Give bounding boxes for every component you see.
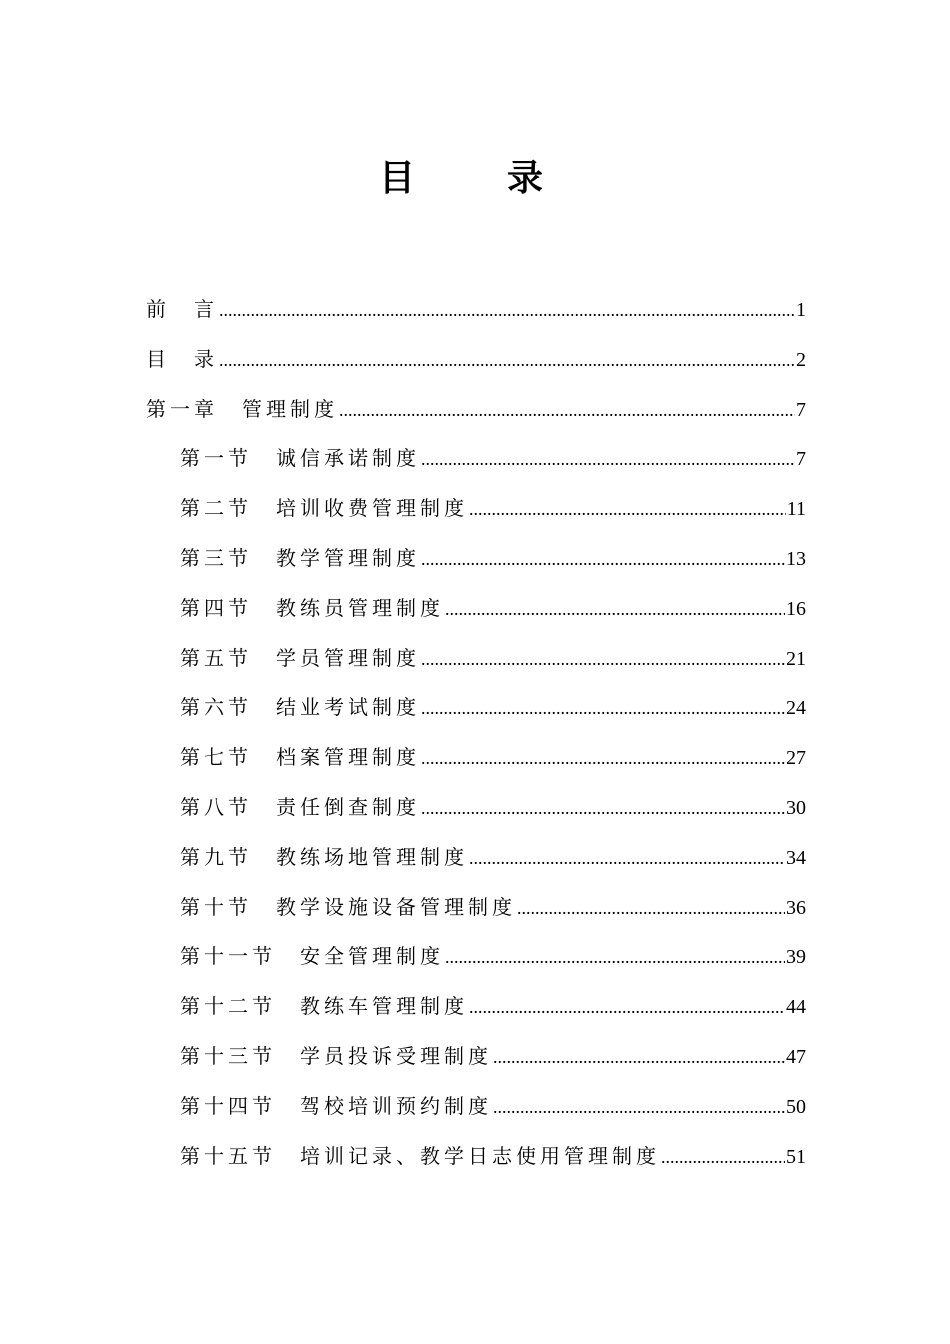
toc-page-number: 50 (786, 1095, 806, 1118)
toc-leader-dots (469, 838, 785, 878)
page-title: 目 录 (378, 158, 571, 199)
toc-leader-dots (421, 539, 785, 579)
toc-page-number: 27 (786, 747, 806, 770)
toc-page-number: 47 (786, 1045, 806, 1068)
toc-entry-label: 第十四节 驾校培训预约制度 (180, 1093, 492, 1118)
toc-page-number: 16 (786, 597, 806, 620)
toc-leader-dots (445, 937, 785, 977)
toc-entry-label: 第三节 教学管理制度 (180, 545, 420, 570)
toc-leader-dots (421, 688, 785, 728)
toc-entry-label: 第七节 档案管理制度 (180, 745, 420, 770)
toc-page-number: 7 (796, 398, 806, 421)
toc-entry-label: 第九节 教练场地管理制度 (180, 844, 468, 869)
toc-entry[interactable] (146, 538, 806, 588)
toc-entry-label: 第十节 教学设施设备管理制度 (180, 894, 516, 919)
toc-leader-dots (445, 589, 785, 629)
toc-entry-label: 第十一节 安全管理制度 (180, 944, 444, 969)
toc-page-number: 21 (786, 647, 806, 670)
toc-leader-dots (421, 788, 785, 828)
toc-entry[interactable] (146, 986, 806, 1036)
toc-leader-dots (219, 290, 795, 330)
toc-page-number: 1 (796, 299, 806, 321)
toc-leader-dots (493, 1087, 785, 1127)
toc-entry[interactable] (146, 488, 806, 538)
toc-entry[interactable] (146, 887, 806, 937)
toc-entry-label: 第十二节 教练车管理制度 (180, 994, 468, 1019)
toc-entry[interactable] (146, 389, 806, 439)
toc-leader-dots (339, 390, 795, 430)
toc-entry[interactable] (146, 787, 806, 837)
toc-leader-dots (219, 340, 795, 380)
toc-entry[interactable] (146, 687, 806, 737)
toc-entry-label: 第四节 教练员管理制度 (180, 595, 444, 620)
toc-page-number: 39 (786, 946, 806, 969)
toc-entry-label: 第八节 责任倒查制度 (180, 794, 420, 819)
toc-entry[interactable] (146, 1036, 806, 1086)
toc-entry[interactable] (146, 1136, 806, 1186)
toc-entry[interactable] (146, 1086, 806, 1136)
toc-entry[interactable] (146, 737, 806, 787)
toc-page-number: 34 (786, 846, 806, 869)
toc-page-number: 11 (786, 498, 806, 521)
toc-page-number: 7 (796, 448, 806, 471)
toc-leader-dots (421, 439, 795, 479)
toc-page-number: 24 (786, 697, 806, 720)
toc-leader-dots (469, 987, 785, 1027)
toc-entry-label: 第十五节 培训记录、教学日志使用管理制度 (180, 1143, 660, 1168)
toc-entry-label: 第六节 结业考试制度 (180, 695, 420, 720)
toc-entry-label: 目 录 (146, 346, 218, 371)
table-of-contents (146, 289, 806, 1185)
toc-leader-dots (517, 888, 785, 928)
toc-page-number: 13 (786, 547, 806, 570)
toc-leader-dots (469, 489, 786, 529)
toc-entry[interactable] (146, 339, 806, 389)
toc-entry-label: 第一章 管理制度 (146, 396, 338, 421)
toc-entry-label: 第一节 诚信承诺制度 (180, 446, 420, 471)
toc-entry-label: 第十三节 学员投诉受理制度 (180, 1043, 492, 1068)
toc-page-number: 30 (786, 796, 806, 819)
toc-page-number: 51 (786, 1145, 806, 1168)
toc-entry-label: 第二节 培训收费管理制度 (180, 496, 468, 521)
toc-entry[interactable] (146, 588, 806, 638)
toc-entry[interactable] (146, 289, 806, 339)
toc-entry[interactable] (146, 638, 806, 688)
toc-entry[interactable] (146, 837, 806, 887)
toc-entry[interactable] (146, 936, 806, 986)
toc-leader-dots (421, 639, 785, 679)
toc-leader-dots (421, 738, 785, 778)
toc-leader-dots (493, 1037, 785, 1077)
toc-entry-label: 第五节 学员管理制度 (180, 645, 420, 670)
toc-entry-label: 前 言 (146, 297, 218, 321)
toc-leader-dots (661, 1137, 785, 1177)
toc-page-number: 2 (796, 348, 806, 371)
toc-page-number: 36 (786, 896, 806, 919)
toc-entry[interactable] (146, 438, 806, 488)
toc-page-number: 44 (786, 996, 806, 1019)
